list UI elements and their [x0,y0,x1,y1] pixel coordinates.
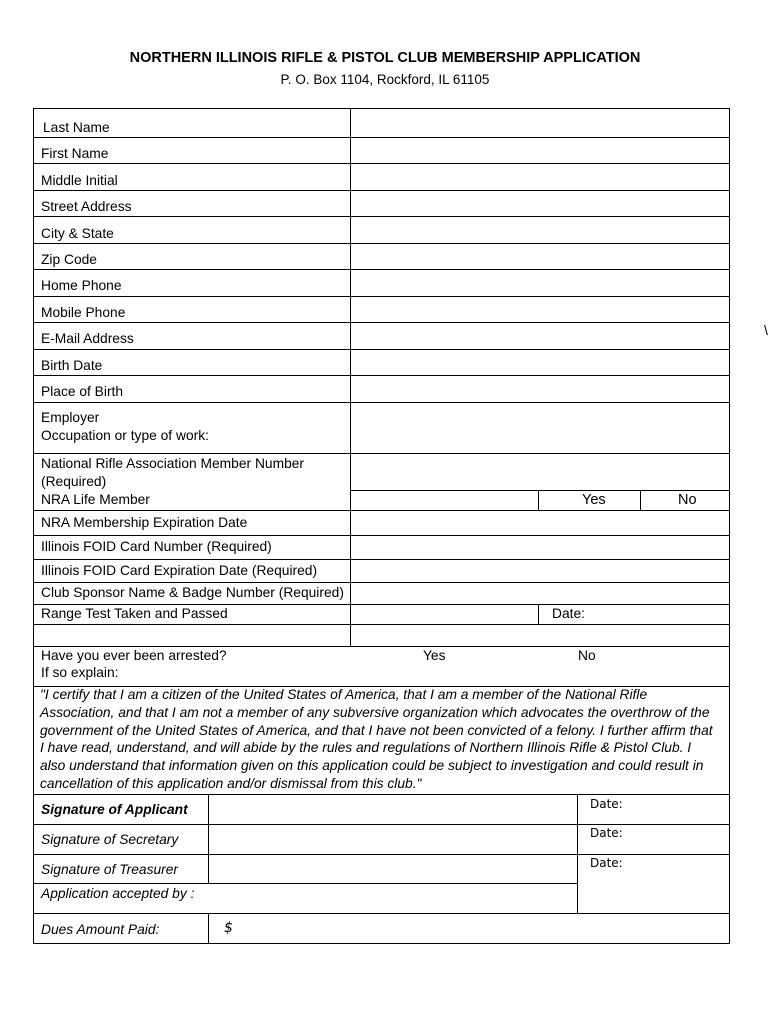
foid-number-input[interactable] [352,536,728,558]
nra-number-input[interactable] [352,454,728,489]
label-date-secretary: Date: [590,826,623,840]
birth-date-input[interactable] [352,350,728,374]
label-date-applicant: Date: [590,797,623,811]
last-name-input[interactable] [352,109,728,136]
dollar-sign: $ [224,920,233,936]
club-address: P. O. Box 1104, Rockford, IL 61105 [280,72,490,87]
edge-mark: \ [764,322,768,338]
label-nra-expiration: NRA Membership Expiration Date [41,515,248,530]
zip-code-input[interactable] [352,244,728,268]
label-range-test-date: Date: [552,606,585,621]
label-dues: Dues Amount Paid: [41,922,160,937]
label-foid-number: Illinois FOID Card Number (Required) [41,539,272,554]
label-place-of-birth: Place of Birth [41,384,124,399]
cert-line: Association, and that I am not a member of any subversive organization which advocates the overthrow of the [40,704,710,720]
label-nra-number-required: (Required) [41,474,107,489]
label-foid-expiration: Illinois FOID Card Expiration Date (Required) [41,563,318,578]
city-state-input[interactable] [352,217,728,242]
label-employer: Employer [41,410,100,425]
label-accepted-by: Application accepted by : [41,886,195,901]
label-birth-date: Birth Date [41,358,103,373]
cert-line: also understand that information given on this application could be subject to investigation and could result in [40,758,704,774]
cert-line: "I certify that I am a citizen of the United States of America, that I am a member of the National Rifle [40,687,648,702]
certification-statement [40,686,730,793]
mobile-phone-input[interactable] [352,297,728,321]
label-last-name: Last Name [43,120,110,135]
label-city-state: City & State [41,226,114,241]
label-arrested: Have you ever been arrested? [41,648,227,663]
label-signature-applicant: Signature of Applicant [41,802,188,817]
street-address-input[interactable] [352,191,728,215]
cert-line: government of the United States of America, and that I have not been convicted of a felony. I further affirm that [40,722,713,738]
foid-expiration-input[interactable] [352,560,728,581]
signature-applicant-input[interactable] [210,795,576,823]
employer-input[interactable] [352,403,728,452]
signature-secretary-input[interactable] [210,825,576,853]
nra-expiration-input[interactable] [352,511,728,534]
nra-life-yes[interactable]: Yes [582,492,606,508]
email-input[interactable] [352,323,728,348]
label-date-treasurer: Date: [590,856,623,870]
label-signature-treasurer: Signature of Treasurer [41,862,179,877]
first-name-input[interactable] [352,138,728,162]
arrested-yes[interactable]: Yes [423,648,446,663]
place-of-birth-input[interactable] [352,376,728,401]
label-first-name: First Name [41,146,109,161]
home-phone-input[interactable] [352,270,728,295]
dues-amount-input[interactable] [210,914,728,942]
range-test-input[interactable] [352,605,537,623]
label-range-test: Range Test Taken and Passed [41,606,228,621]
label-zip-code: Zip Code [41,252,97,267]
cert-line: I have read, understand, and will abide by the rules and regulations of Northern Illinois Rifle & Pistol Club. I [40,740,692,756]
club-sponsor-input[interactable] [352,583,728,603]
arrested-no[interactable]: No [578,648,596,663]
label-occupation: Occupation or type of work: [41,428,209,443]
label-email: E-Mail Address [41,331,134,346]
label-middle-initial: Middle Initial [41,173,118,188]
form-title: NORTHERN ILLINOIS RIFLE & PISTOL CLUB MEMBERSHIP APPLICATION [129,50,641,66]
nra-life-no[interactable]: No [678,492,697,508]
label-street-address: Street Address [41,199,132,214]
label-club-sponsor: Club Sponsor Name & Badge Number (Required) [41,585,344,600]
middle-initial-input[interactable] [352,164,728,189]
cert-line: cancellation of this application and/or dismissal from this club." [40,775,422,791]
label-mobile-phone: Mobile Phone [41,305,126,320]
label-nra-number: National Rifle Association Member Number [41,456,305,471]
label-signature-secretary: Signature of Secretary [41,832,179,847]
signature-treasurer-input[interactable] [210,855,576,882]
label-home-phone: Home Phone [41,278,122,293]
label-arrested-explain: If so explain: [41,665,119,680]
label-nra-life: NRA Life Member [41,492,150,507]
